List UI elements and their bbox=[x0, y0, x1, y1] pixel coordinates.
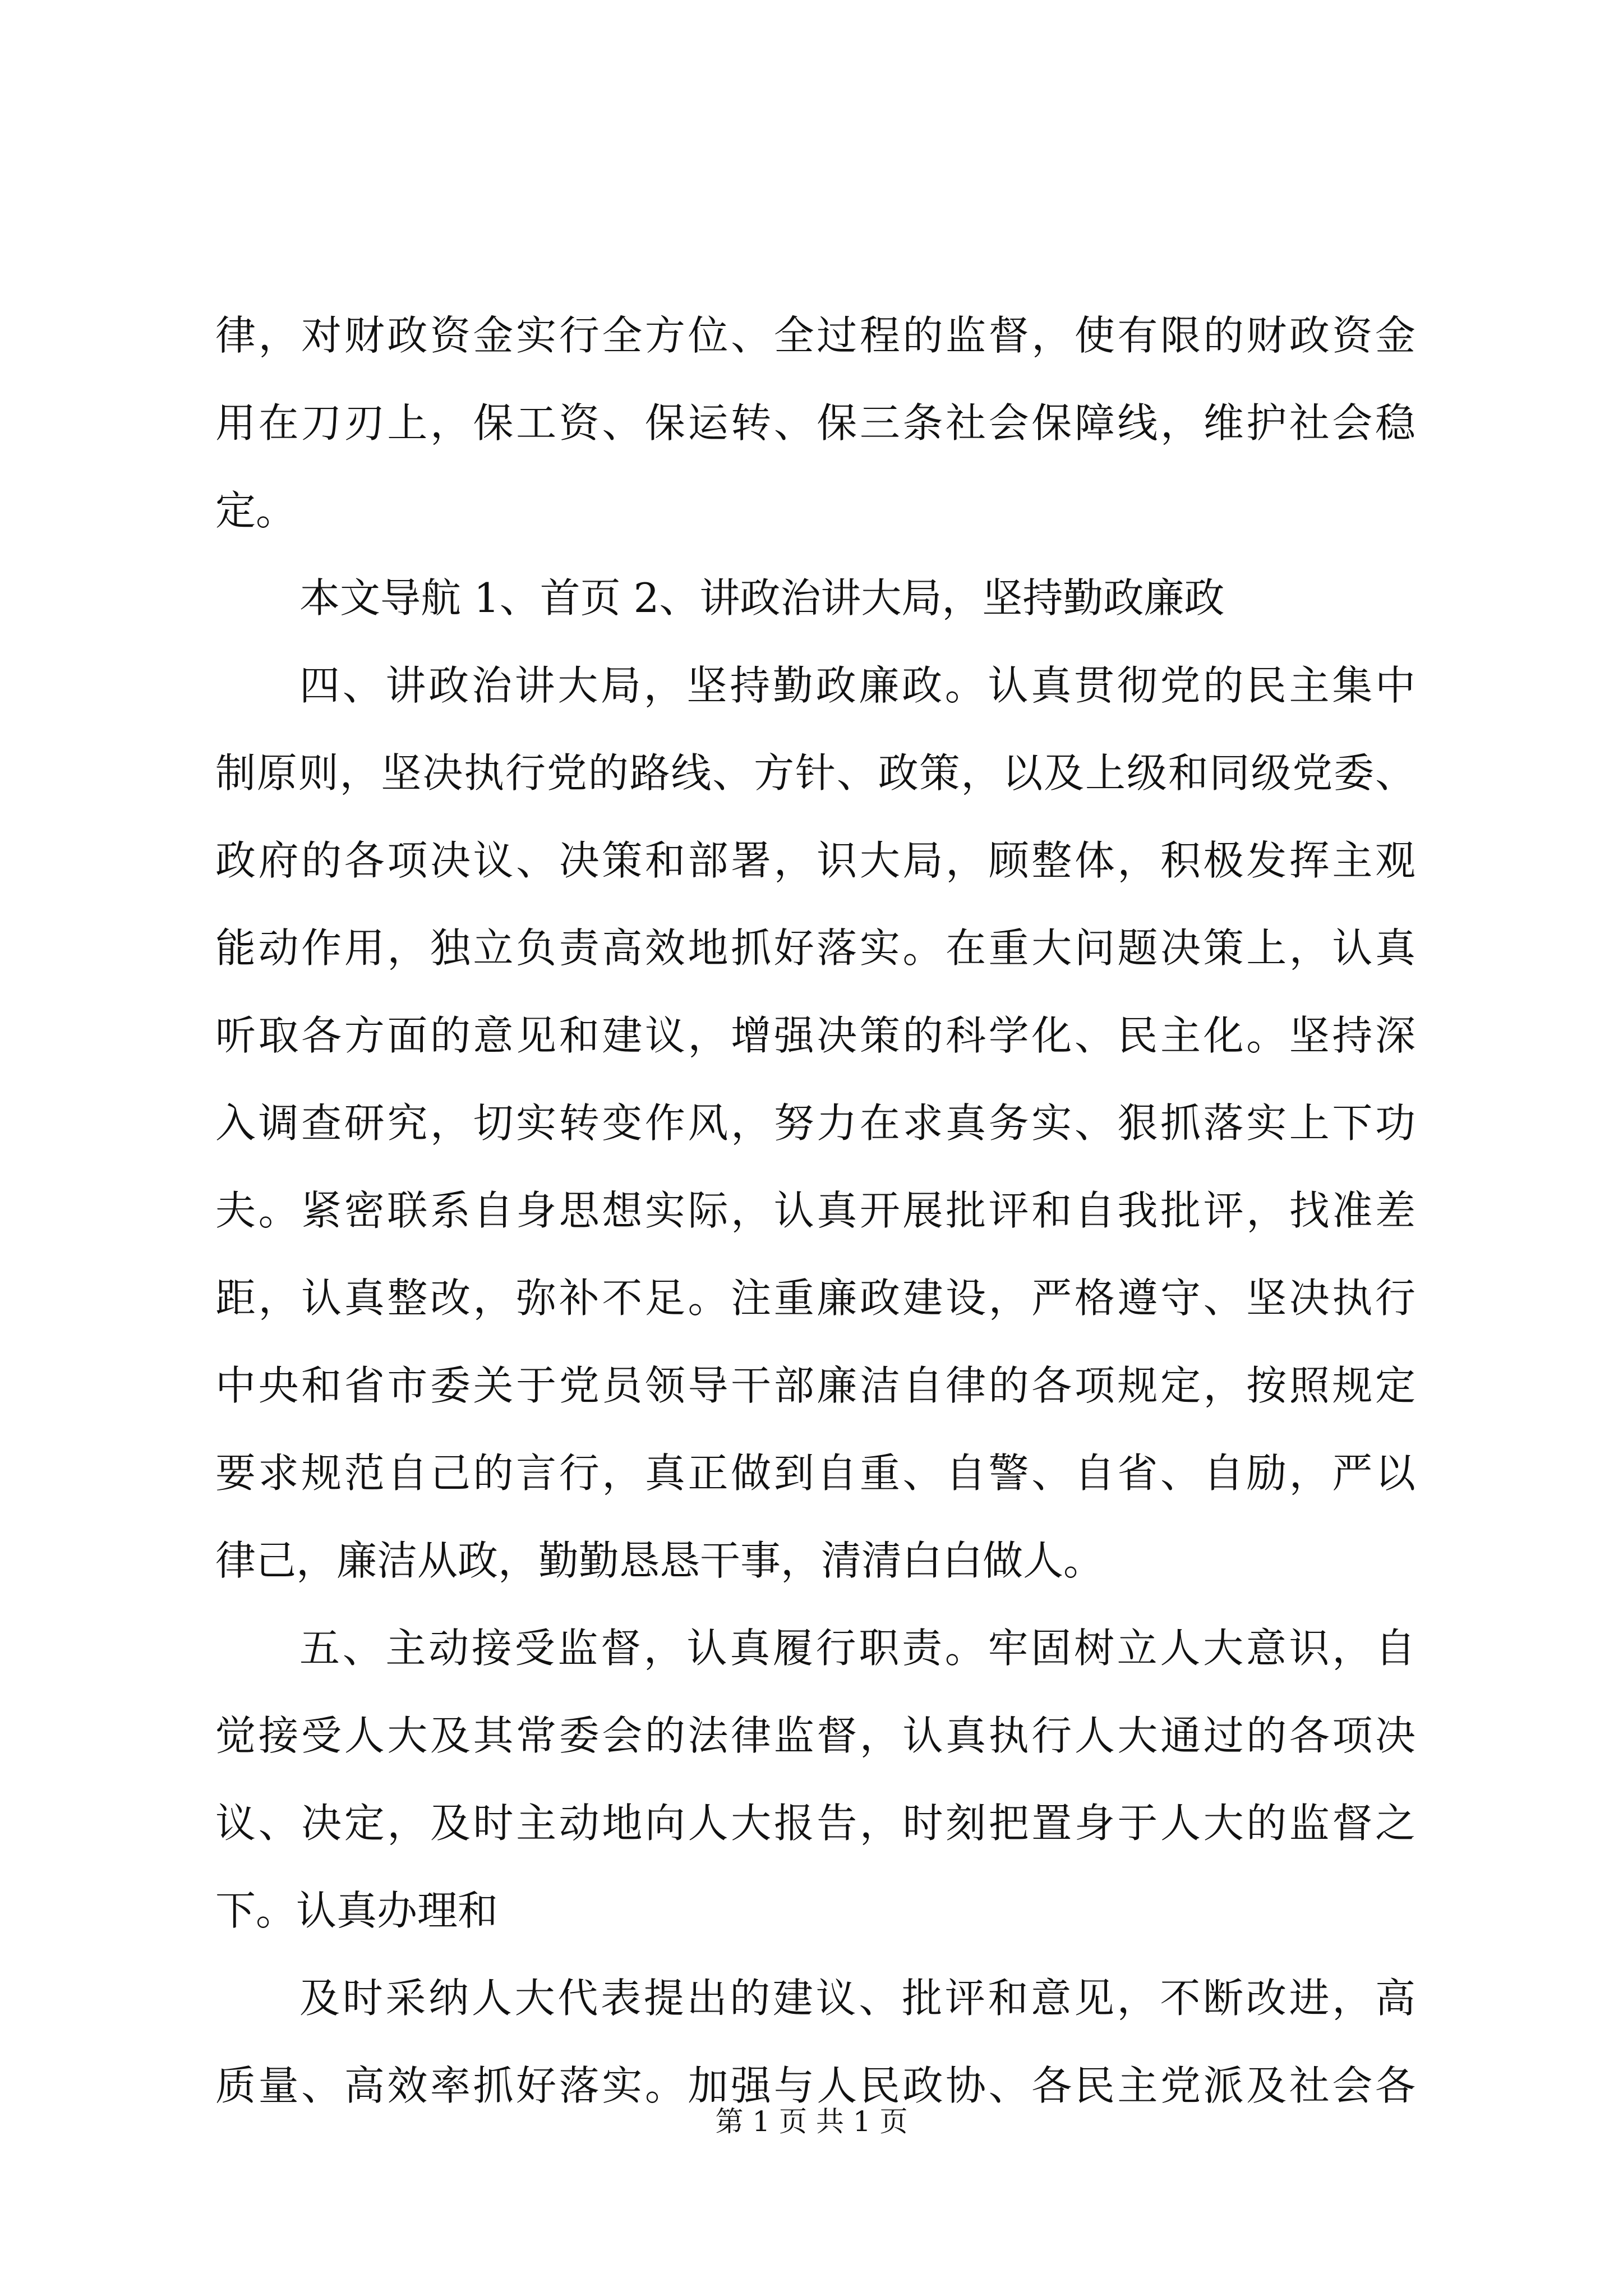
text-line: 下。认真办理和 bbox=[215, 1887, 499, 1934]
text-line: 定。 bbox=[215, 487, 297, 534]
document-body bbox=[215, 292, 1415, 2129]
text-line: 觉接受人大及其常委会的法律监督，认真执行人大通过的各项决 bbox=[215, 1712, 1415, 1759]
text-line: 距，认真整改，弥补不足。注重廉政建设，严格遵守、坚决执行 bbox=[215, 1274, 1415, 1322]
article-navigation: 本文导航 1、首页 2、讲政治讲大局，坚持勤政廉政 bbox=[299, 574, 1225, 622]
text-line: 政府的各项决议、决策和部署，识大局，顾整体，积极发挥主观 bbox=[215, 837, 1415, 884]
text-line: 中央和省市委关于党员领导干部廉洁自律的各项规定，按照规定 bbox=[215, 1362, 1415, 1409]
text-line: 制原则，坚决执行党的路线、方针、政策，以及上级和同级党委、 bbox=[215, 749, 1415, 797]
text-line: 律己，廉洁从政，勤勤恳恳干事，清清白白做人。 bbox=[215, 1537, 1104, 1584]
text-line: 入调查研究，切实转变作风，努力在求真务实、狠抓落实上下功 bbox=[215, 1099, 1415, 1147]
text-line: 用在刀刃上，保工资、保运转、保三条社会保障线，维护社会稳 bbox=[215, 399, 1415, 447]
text-line: 要求规范自己的言行，真正做到自重、自警、自省、自励，严以 bbox=[215, 1450, 1415, 1497]
text-line: 听取各方面的意见和建议，增强决策的科学化、民主化。坚持深 bbox=[215, 1012, 1415, 1059]
page-footer bbox=[0, 2105, 1623, 2138]
text-line: 夫。紧密联系自身思想实际，认真开展批评和自我批评，找准差 bbox=[215, 1187, 1415, 1234]
text-line: 五、主动接受监督，认真履行职责。牢固树立人大意识，自 bbox=[299, 1625, 1415, 1672]
text-line: 四、讲政治讲大局，坚持勤政廉政。认真贯彻党的民主集中 bbox=[299, 662, 1415, 709]
text-line: 质量、高效率抓好落实。加强与人民政协、各民主党派及社会各 bbox=[215, 2062, 1415, 2109]
text-line: 律，对财政资金实行全方位、全过程的监督，使有限的财政资金 bbox=[215, 312, 1415, 359]
text-line: 议、决定，及时主动地向人大报告，时刻把置身于人大的监督之 bbox=[215, 1800, 1415, 1847]
page-number-label: 第 1 页 共 1 页 bbox=[715, 2105, 908, 2138]
text-line: 能动作用，独立负责高效地抓好落实。在重大问题决策上，认真 bbox=[215, 924, 1415, 972]
text-line: 及时采纳人大代表提出的建议、批评和意见，不断改进，高 bbox=[299, 1975, 1415, 2022]
